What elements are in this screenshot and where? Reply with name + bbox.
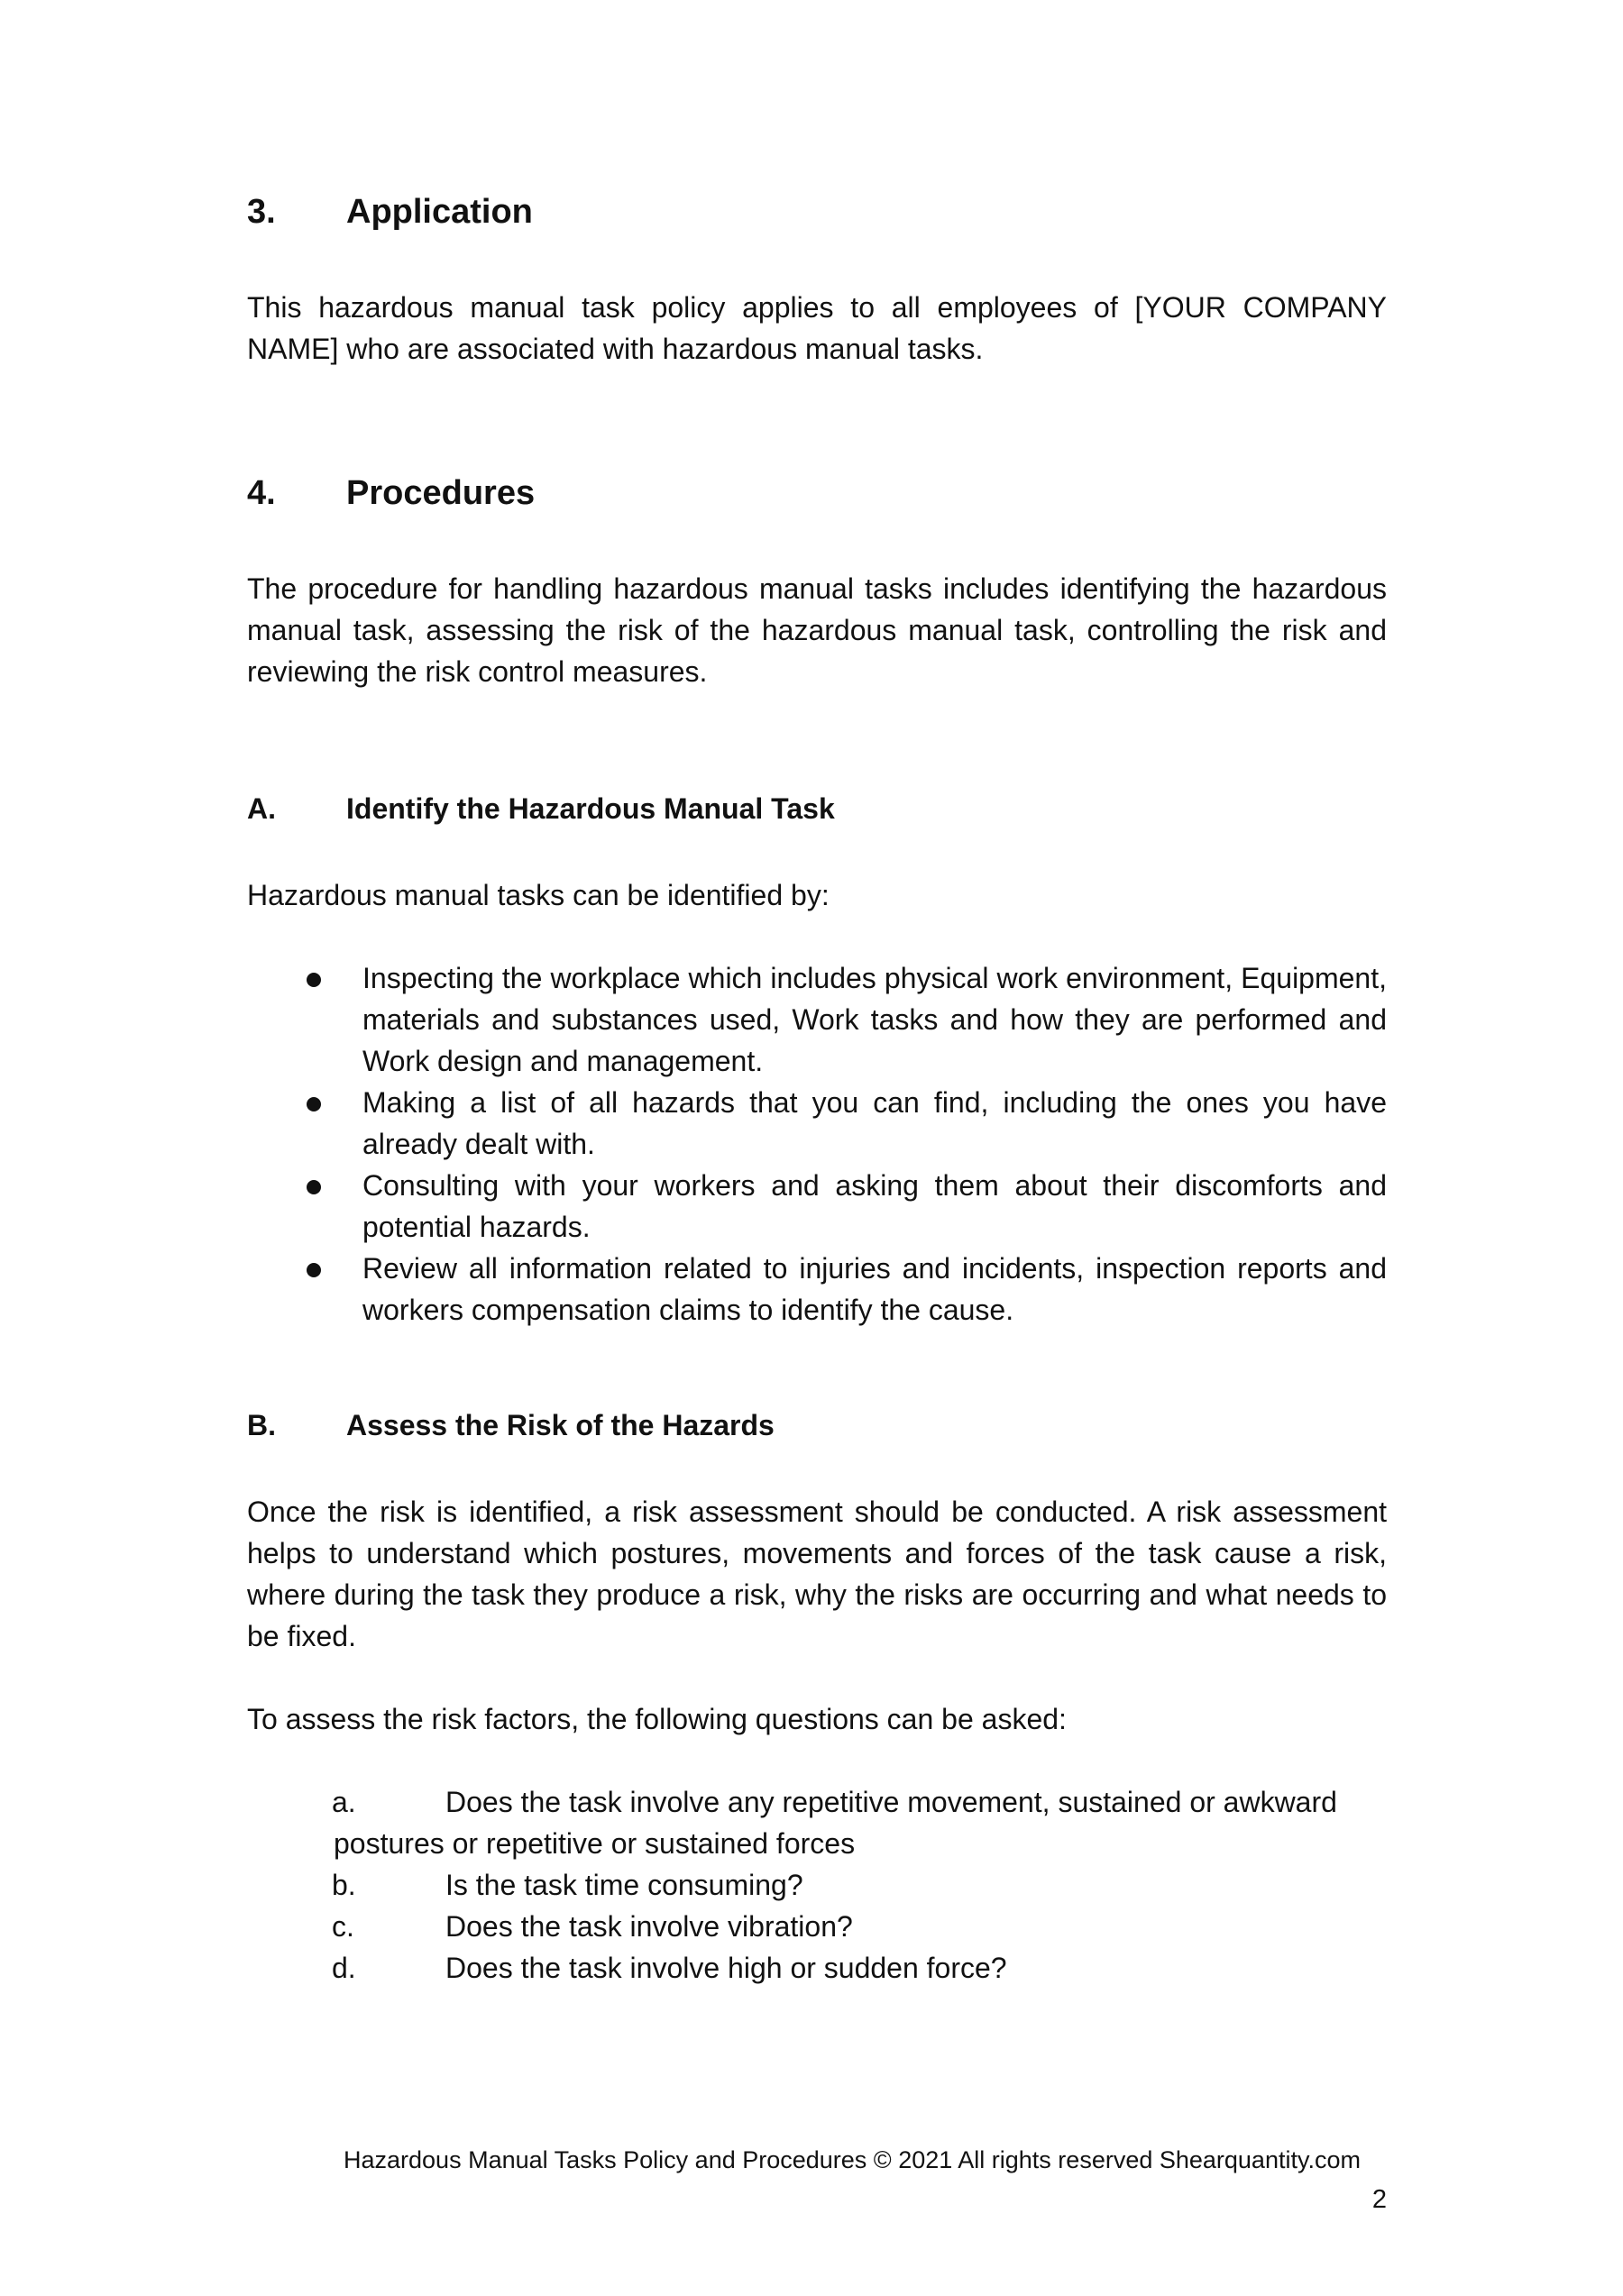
- bullet-icon: [307, 1097, 321, 1111]
- subsection-number: A.: [247, 792, 276, 825]
- list-letter: c.: [332, 1910, 354, 1943]
- subsection-heading-assess: [247, 1404, 1387, 1446]
- list-item: a. Does the task involve any repetitive movement, sustained or awkward postures or repetitive or sustained forces: [247, 1781, 1387, 1864]
- section-heading-procedures: [247, 471, 1387, 516]
- list-letter: b.: [332, 1869, 356, 1901]
- list-item: Consulting with your workers and asking them about their discomforts and potential hazards.: [247, 1165, 1387, 1248]
- list-item-continuation: postures or repetitive or sustained forces: [334, 1827, 856, 1860]
- list-item: b. Is the task time consuming?: [247, 1864, 1387, 1906]
- bullet-icon: [307, 1180, 321, 1194]
- section-title: Procedures: [346, 474, 536, 512]
- section-number: 3.: [247, 193, 276, 231]
- list-item: Review all information related to injuries and incidents, inspection reports and workers compensation claims to identify the cause.: [247, 1248, 1387, 1331]
- application-paragraph: This hazardous manual task policy applies to all employees of [YOUR COMPANY NAME] who are associated with hazardous manual tasks.: [247, 291, 1387, 365]
- page-number: 2: [1371, 2185, 1387, 2214]
- questions-intro: To assess the risk factors, the following questions can be asked:: [247, 1703, 1067, 1735]
- section-title: Application: [346, 193, 533, 231]
- subsection-title: Assess the Risk of the Hazards: [346, 1409, 775, 1441]
- bullet-icon: [307, 973, 321, 987]
- questions-list: [247, 1781, 1387, 1989]
- list-item: c. Does the task involve vibration?: [247, 1906, 1387, 1947]
- section-number: 4.: [247, 474, 276, 512]
- list-item: Inspecting the workplace which includes physical work environment, Equipment, materials and substances used, Work tasks and how they are performed and Work design and management.: [247, 957, 1387, 1082]
- identify-intro: Hazardous manual tasks can be identified by:: [247, 879, 830, 911]
- procedures-paragraph: The procedure for handling hazardous manual tasks includes identifying the hazardous manual task, assessing the risk of the hazardous manual task, controlling the risk and reviewing the risk control measures.: [247, 572, 1387, 688]
- list-letter: a.: [332, 1786, 356, 1818]
- bullet-icon: [307, 1263, 321, 1277]
- list-item: d. Does the task involve high or sudden force?: [247, 1947, 1387, 1989]
- list-letter: d.: [332, 1952, 356, 1984]
- subsection-title: Identify the Hazardous Manual Task: [346, 792, 835, 825]
- page-footer: Hazardous Manual Tasks Policy and Procedures © 2021 All rights reserved Shearquantity.com: [344, 2146, 1361, 2173]
- subsection-heading-identify: [247, 788, 1387, 829]
- section-heading-application: [247, 189, 1387, 234]
- assess-paragraph: Once the risk is identified, a risk assessment should be conducted. A risk assessment helps to understand which postures, movements and forces of the task cause a risk, where during the task they produce a risk, why the risks are occurring and what needs to be fixed.: [247, 1496, 1387, 1652]
- list-item: Making a list of all hazards that you can find, including the ones you have already dealt with.: [247, 1082, 1387, 1165]
- subsection-number: B.: [247, 1409, 276, 1441]
- identify-bullet-list: [247, 957, 1387, 1331]
- page-content: [247, 189, 1387, 1989]
